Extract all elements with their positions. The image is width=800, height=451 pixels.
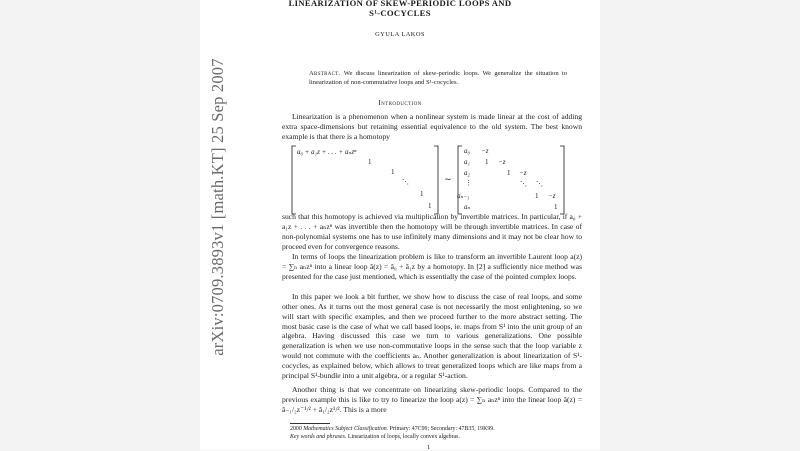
intro-paragraph-2 bbox=[282, 212, 582, 251]
footnote-rule bbox=[290, 423, 330, 424]
right-matrix-entry: 1 bbox=[507, 169, 511, 177]
footnote-keywords-label: Key words and phrases. bbox=[290, 434, 347, 440]
intro-paragraph-1 bbox=[282, 112, 582, 142]
right-matrix-entry: aₙ₋₁ bbox=[457, 192, 470, 200]
right-matrix-entry: a₀ bbox=[464, 147, 470, 155]
footnote-year: 2000 bbox=[290, 426, 302, 432]
paragraph-text: such that this homotopy is achieved via multiplication by invertible matrices. In particular, if a₀ + a₁z + . . . + aₙzⁿ was invertible then the homotopy will be through invertible matrices. In case of non-polynomial systems one has to use infinitely many dimensions and it may not be clear how to proceed even for convergence reasons. bbox=[282, 212, 582, 251]
intro-paragraph-5 bbox=[282, 385, 582, 415]
footnote-msc bbox=[290, 425, 495, 433]
left-matrix-one: 1 bbox=[391, 168, 395, 176]
homotopy-equation bbox=[284, 144, 584, 216]
right-matrix-entry: a₂ bbox=[464, 169, 470, 177]
right-matrix-entry: 1 bbox=[535, 192, 539, 200]
footnote-keywords-text: Linearization of loops, locally convex algebras. bbox=[347, 434, 460, 440]
right-matrix-entry: −z bbox=[481, 147, 489, 155]
left-matrix-top-entry: a₀ + a₁z + . . . + aₙzⁿ bbox=[297, 148, 357, 156]
paragraph-text: In this paper we look a bit further, we show how to discuss the case of real loops, and some other ones. As it turns out the most general case is not necessarily the most enlightening, so we will start with specific examples, and then we proceed further to the more abstract setting. The most basic case is the case of what we call based loops, ie. maps from S¹ into the unit group of an algebra. Having discussed this case we turn to various generalizations. One possible generalization is when we use non-commutative loops in the sense such that the loop variable z would not commute with the coefficients aₙ. Another generalization is about linearization of S¹-cocycles, as explained below, which allows to treat generalized loops which are like maps from a principal S¹-bundle into a unit algebra, or a regular S¹-action. bbox=[282, 292, 582, 380]
left-matrix-one: 1 bbox=[368, 158, 372, 166]
right-matrix-entry: −z bbox=[519, 169, 527, 177]
intro-paragraph-3 bbox=[282, 252, 582, 282]
section-heading: Introduction bbox=[378, 98, 422, 107]
right-matrix-entry: −z bbox=[548, 192, 556, 200]
right-matrix-ddots: ⋱ bbox=[536, 180, 543, 188]
intro-paragraph-4 bbox=[282, 292, 582, 381]
page-number: 1 bbox=[427, 444, 431, 451]
footnote-msc-label: Mathematics Subject Classification. bbox=[303, 426, 389, 432]
author-name: GYULA LAKOS bbox=[375, 31, 425, 38]
paper-title-line-2: S¹-COCYCLES bbox=[369, 8, 431, 18]
abstract-label: Abstract. bbox=[309, 70, 341, 77]
abstract-text: We discuss linearization of skew-periodic loops. We generalize the situation to linearization of non-commutative loops and S¹-cocycles. bbox=[309, 70, 568, 86]
footnote-keywords bbox=[290, 433, 460, 441]
arxiv-id: arXiv:0709.3893v1 [math.KT] 25 Sep 2007 bbox=[208, 58, 227, 356]
right-matrix-ddots: ⋱ bbox=[520, 180, 527, 188]
abstract bbox=[309, 69, 567, 87]
right-matrix-entry: −z bbox=[498, 158, 506, 166]
right-matrix-entry: 1 bbox=[554, 203, 558, 211]
tilde-symbol: ∼ bbox=[444, 174, 452, 184]
right-matrix-entry: a₁ bbox=[464, 158, 470, 166]
paper-title-line-1: LINEARIZATION OF SKEW-PERIODIC LOOPS AND bbox=[288, 0, 512, 8]
left-matrix-dots: ⋱ bbox=[402, 178, 409, 186]
paragraph-text: Another thing is that we concentrate on linearizing skew-periodic loops. Compared to the previous example this is like to try to linearize the loop a(z) = ∑ₙ aₙzⁿ into the linear loop ã(z) = ã₋₁/₂z⁻¹/² + ã₁/₂z¹/². This is a more bbox=[282, 385, 582, 414]
paragraph-text: In terms of loops the linearization problem is like to transform an invertible Laurent loop a(z) = ∑ₙ aₙzⁿ into a linear loop ã(z) = ã₀ + ã₁z by a homotopy. In [2] a sufficiently nice method was presented for the case just mentioned, which is essentially the case of the pointed complex loops. bbox=[282, 252, 582, 281]
left-matrix-one: 1 bbox=[420, 190, 424, 198]
left-matrix-one: 1 bbox=[428, 202, 432, 210]
right-matrix-vdots: ⋮ bbox=[465, 179, 472, 187]
right-matrix-entry: 1 bbox=[485, 158, 489, 166]
paragraph-text: Linearization is a phenomenon when a nonlinear system is made linear at the cost of adding extra space-dimensions but retaining essential equivalence to the old system. The best known example is that there is a homotopy bbox=[282, 112, 582, 141]
right-matrix-entry: aₙ bbox=[464, 203, 471, 211]
footnote-msc-codes: Primary: 47C99; Secondary: 47B35, 19K99. bbox=[389, 426, 495, 432]
